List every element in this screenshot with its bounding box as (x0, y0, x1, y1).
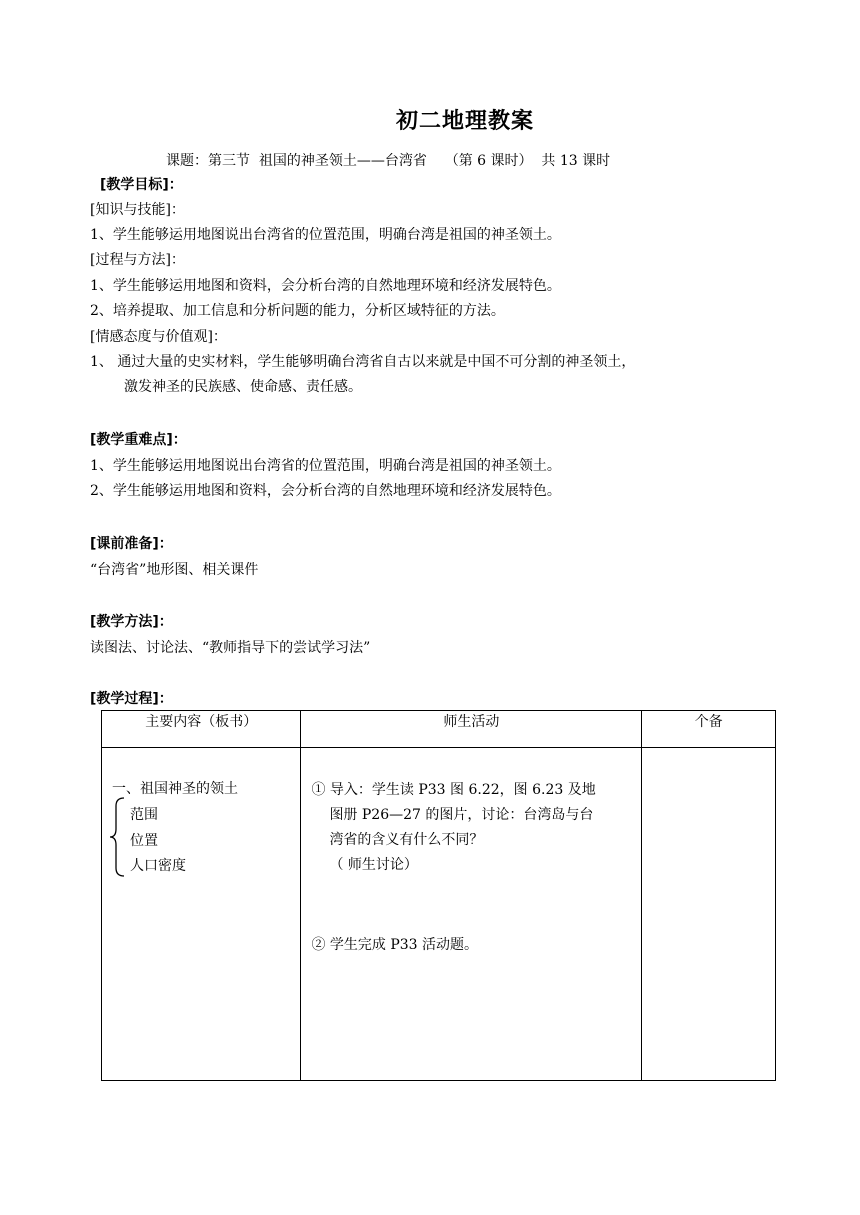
procedure-table (101, 710, 776, 1081)
activity-line-4: （ 师生讨论） (329, 857, 418, 873)
activity-line-3: 湾省的含义有什么不同？ (329, 832, 484, 848)
key-point-2: 2、学生能够运用地图和资料，会分析台湾的自然地理环境和经济发展特色。 (90, 483, 561, 499)
preparation-item: “台湾省”地形图、相关课件 (90, 562, 259, 578)
method-heading: [教学方法]： (90, 614, 173, 630)
key-points-heading: [教学重难点]： (90, 432, 187, 448)
table-header-row (102, 711, 776, 748)
page-title: 初二地理教案 (395, 109, 534, 134)
header-activities: 师生活动 (301, 711, 642, 748)
key-point-1: 1、学生能够运用地图说出台湾省的位置范围，明确台湾是祖国的神圣领土。 (90, 458, 561, 474)
header-notes: 个备 (642, 711, 776, 748)
objectives-heading: [教学目标]： (100, 177, 183, 193)
board-item-position: 位置 (130, 833, 158, 849)
curly-brace-icon (108, 796, 128, 878)
knowledge-heading: [知识与技能]： (90, 202, 185, 218)
knowledge-item-1: 1、学生能够运用地图说出台湾省的位置范围，明确台湾是祖国的神圣领土。 (90, 227, 561, 243)
activities-cell (301, 748, 642, 1081)
emotion-item-1-cont: 激发神圣的民族感、使命感、责任感。 (124, 379, 362, 395)
emotion-heading: [情感态度与价值观]： (90, 329, 227, 345)
preparation-heading: [课前准备]： (90, 536, 173, 552)
emotion-item-1: 1、 通过大量的史实材料，学生能够明确台湾省自古以来就是中国不可分割的神圣领土， (90, 354, 636, 370)
method-item: 读图法、讨论法、“教师指导下的尝试学习法” (90, 640, 371, 656)
process-item-2: 2、培养提取、加工信息和分析问题的能力，分析区域特征的方法。 (90, 303, 505, 319)
main-content-cell (102, 748, 301, 1081)
activity-line-1: ① 导入：学生读 P33 图 6.22，图 6.23 及地 (311, 782, 596, 798)
activity-line-5: ② 学生完成 P33 活动题。 (311, 937, 479, 953)
board-item-range: 范围 (130, 807, 158, 823)
board-title: 一、祖国神圣的领土 (112, 781, 238, 797)
activity-line-2: 图册 P26—27 的图片，讨论：台湾岛与台 (329, 807, 594, 823)
process-item-1: 1、学生能够运用地图和资料，会分析台湾的自然地理环境和经济发展特色。 (90, 278, 561, 294)
process-heading: [过程与方法]： (90, 252, 185, 268)
notes-cell (642, 748, 776, 1081)
table-row (102, 748, 776, 1081)
header-main-content: 主要内容（板书） (102, 711, 301, 748)
board-item-density: 人口密度 (130, 858, 186, 874)
procedure-heading: [教学过程]： (90, 691, 173, 707)
lesson-subtitle: 课题：第三节 祖国的神圣领土——台湾省 （第 6 课时） 共 13 课时 (166, 153, 611, 169)
